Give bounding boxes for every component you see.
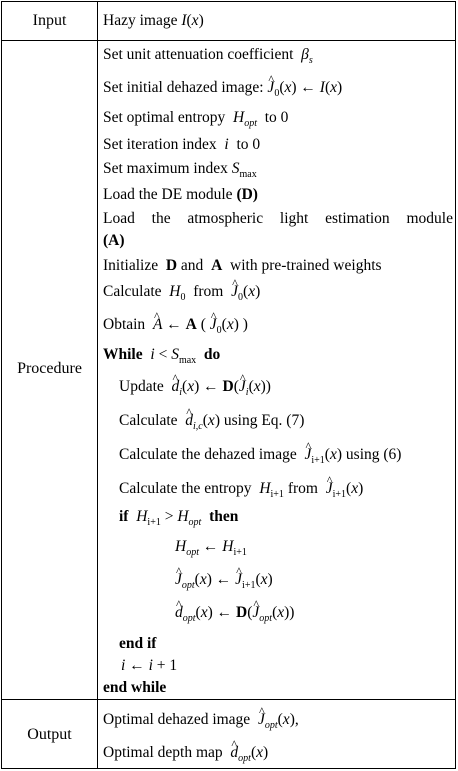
step-load-de: Load the DE module (D) <box>103 186 258 203</box>
input-label: Input <box>32 12 67 29</box>
row-divider-input <box>2 40 455 41</box>
step-initial-dehazed: Set initial dehazed image: ^ $J_0(x)$ ← I(x) <box>103 78 342 104</box>
step-assign-image: ^ $J_{opt}(x)$ ← ^ $J_{i+1}(x)$ <box>175 570 273 596</box>
input-description: Hazy image I(x) <box>103 12 204 29</box>
step-optimal-entropy: Set optimal entropy $H_{opt}$ to 0 <box>103 109 289 129</box>
if-header: if $H_{i+1} > H_{opt}$ then <box>119 508 239 528</box>
step-maximum-index: Set maximum index $S_{max}$ <box>103 160 257 180</box>
step-load-atmospheric: Load the atmospheric light estimation module <box>103 210 453 227</box>
step-calculate-h0: Calculate $H_0$ from ^ $J_0(x)$ <box>103 282 260 308</box>
step-assign-entropy: $H_{opt}$ ← $H_{i+1}$ <box>175 538 247 558</box>
output-label: Output <box>27 726 72 743</box>
step-iteration-index: Set iteration index i to 0 <box>103 136 261 153</box>
procedure-label: Procedure <box>17 360 82 377</box>
algorithm-table <box>1 1 456 769</box>
step-calculate-depth: Calculate ^ $d_{i,c}(x)$ using Eq. (7) <box>119 411 304 437</box>
step-calculate-dehazed: Calculate the dehazed image ^ $J_{i+1}(x)$ using (6) <box>119 445 401 471</box>
step-increment: i ← i + 1 <box>121 657 178 674</box>
while-header: While $i < S_{max}$ do <box>103 346 221 366</box>
step-attenuation: Set unit attenuation coefficient $\beta_s$ <box>103 46 313 66</box>
end-if: end if <box>119 635 157 652</box>
column-divider <box>97 2 98 768</box>
step-update-depth: Update ^ $d_i(x)$ ← D(^ $J_i(x)$) <box>119 377 271 403</box>
step-obtain-a: Obtain ^ A ← A ( ^ $J_0(x)$ ) <box>103 315 248 341</box>
step-calculate-entropy: Calculate the entropy $H_{i+1}$ from ^ $J_{i+1}(x)$ <box>119 479 363 505</box>
step-assign-depth: ^ $d_{opt}(x)$ ← D(^ $J_{opt}(x)$) <box>175 603 294 629</box>
step-load-atmospheric-bold: (A) <box>103 232 125 249</box>
step-initialize: Initialize D and A with pre-trained weights <box>103 257 382 274</box>
output-depth: Optimal depth map ^ $d_{opt}(x)$ <box>103 743 268 769</box>
end-while: end while <box>103 679 167 696</box>
output-dehazed: Optimal dehazed image ^ $J_{opt}(x)$, <box>103 710 299 736</box>
row-divider-output <box>2 699 455 700</box>
